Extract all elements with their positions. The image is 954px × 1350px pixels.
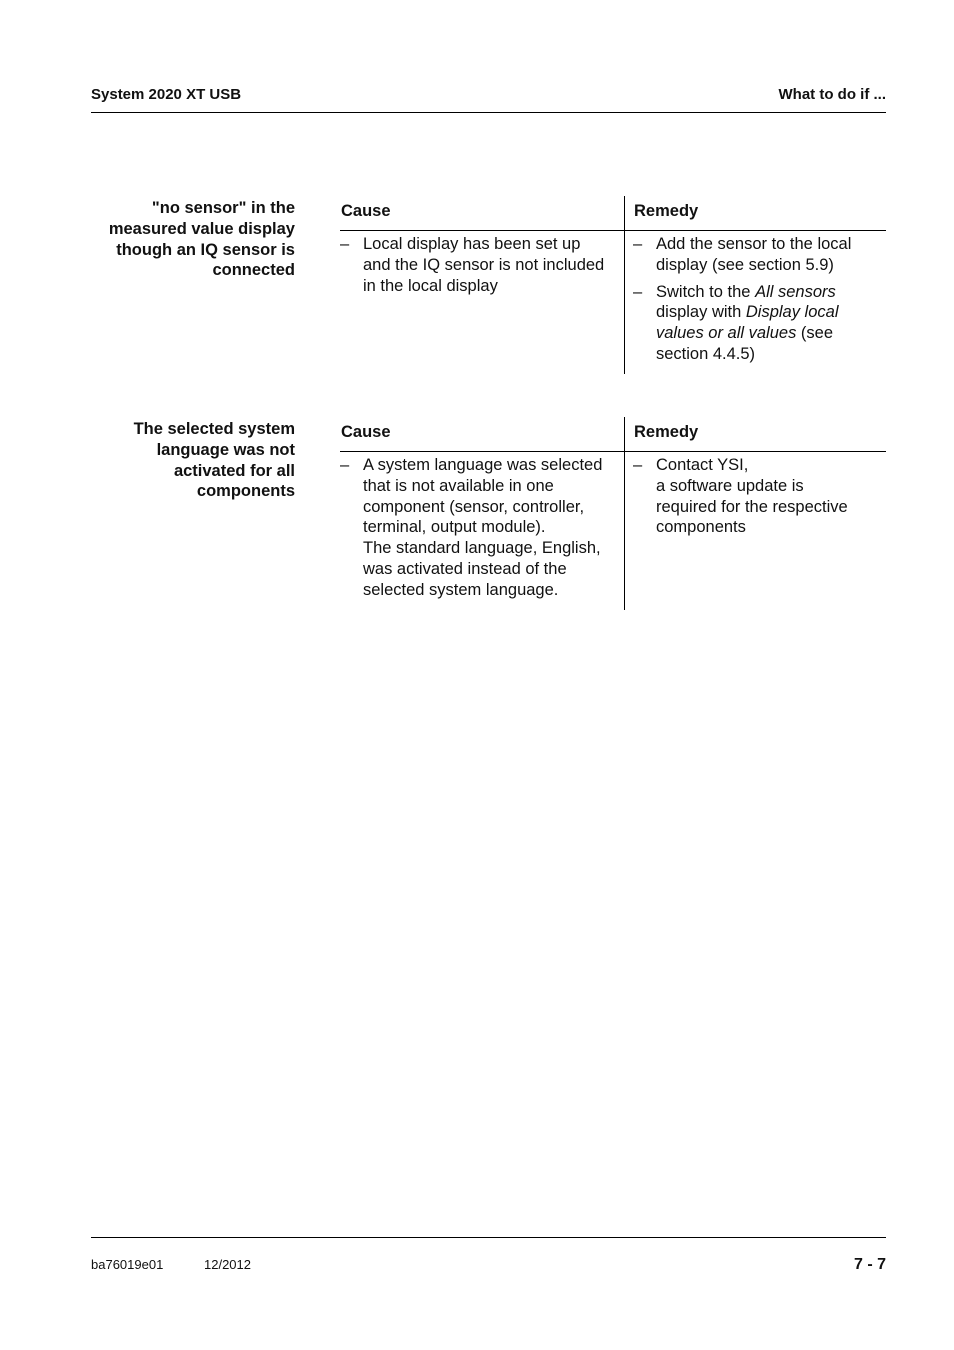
side-heading xyxy=(91,419,295,502)
heading-line: though an IQ sensor is xyxy=(116,240,295,259)
list-item xyxy=(340,455,620,601)
text-line: component (sensor, controller, xyxy=(363,497,585,516)
text-line: A system language was selected xyxy=(363,456,603,474)
text-run: display with xyxy=(656,303,746,322)
cause-column-header: Cause xyxy=(341,423,391,441)
list-item xyxy=(633,282,886,365)
text-line xyxy=(656,323,886,344)
text-line: section 4.4.5) xyxy=(656,344,756,363)
heading-line: The selected system xyxy=(133,420,295,438)
heading-line: measured value display xyxy=(108,219,295,238)
text-line: in the local display xyxy=(363,276,498,295)
text-line: Local display has been set up xyxy=(363,235,581,253)
cause-remedy-table xyxy=(340,417,886,599)
dash-bullet: – xyxy=(633,235,643,253)
column-divider xyxy=(624,196,625,374)
dash-bullet: – xyxy=(340,456,350,474)
text-line: and the IQ sensor is not included xyxy=(363,255,605,274)
footer-document-id: ba76019e01 xyxy=(91,1257,164,1272)
footer-date: 12/2012 xyxy=(204,1257,251,1272)
text-line xyxy=(656,302,886,323)
heading-line: connected xyxy=(212,261,295,280)
italic-term: values or all values xyxy=(656,324,797,343)
troubleshooting-section-no-sensor xyxy=(0,196,954,376)
running-header-title: System 2020 XT USB xyxy=(91,86,242,103)
dash-bullet: – xyxy=(633,456,643,474)
dash-bullet: – xyxy=(633,282,643,301)
text-line: that is not available in one xyxy=(363,476,554,495)
remedy-cell xyxy=(633,234,886,371)
cause-cell xyxy=(340,455,620,607)
text-line: was activated instead of the xyxy=(363,559,567,578)
dash-bullet: – xyxy=(340,235,350,253)
heading-line: components xyxy=(196,482,295,501)
text-line: a software update is xyxy=(656,476,804,495)
italic-term: All sensors xyxy=(755,282,836,301)
remedy-cell xyxy=(633,455,886,544)
cause-cell xyxy=(340,234,620,302)
text-line: terminal, output module). xyxy=(363,518,546,537)
footer-rule xyxy=(91,1237,886,1238)
text-run: Switch to the xyxy=(656,282,756,301)
text-line: components xyxy=(656,518,746,537)
list-item xyxy=(340,234,620,296)
table-header-row xyxy=(340,417,886,452)
side-heading xyxy=(91,198,295,281)
text-run: (see xyxy=(796,324,834,343)
text-line xyxy=(656,282,886,303)
text-line: selected system language. xyxy=(363,580,559,599)
column-divider xyxy=(624,417,625,610)
header-rule xyxy=(91,112,886,113)
table-header-row xyxy=(340,196,886,231)
list-item xyxy=(633,234,886,276)
troubleshooting-section-language xyxy=(0,417,954,613)
italic-term: Display local xyxy=(745,303,839,322)
text-line: required for the respective xyxy=(656,497,848,516)
cause-column-header: Cause xyxy=(341,202,391,220)
text-line: Contact YSI, xyxy=(656,456,749,474)
text-line: The standard language, English, xyxy=(363,539,601,558)
heading-line: language was not xyxy=(156,440,295,459)
remedy-column-header: Remedy xyxy=(634,423,699,441)
list-item xyxy=(633,455,886,538)
heading-line: activated for all xyxy=(173,461,295,480)
heading-line: "no sensor" in the xyxy=(151,199,295,217)
page-number: 7 - 7 xyxy=(853,1256,886,1273)
remedy-column-header: Remedy xyxy=(634,202,699,220)
text-line: Add the sensor to the local xyxy=(656,235,852,253)
running-header-chapter: What to do if ... xyxy=(778,86,886,103)
cause-remedy-table xyxy=(340,196,886,363)
text-line: display (see section 5.9) xyxy=(656,255,834,274)
